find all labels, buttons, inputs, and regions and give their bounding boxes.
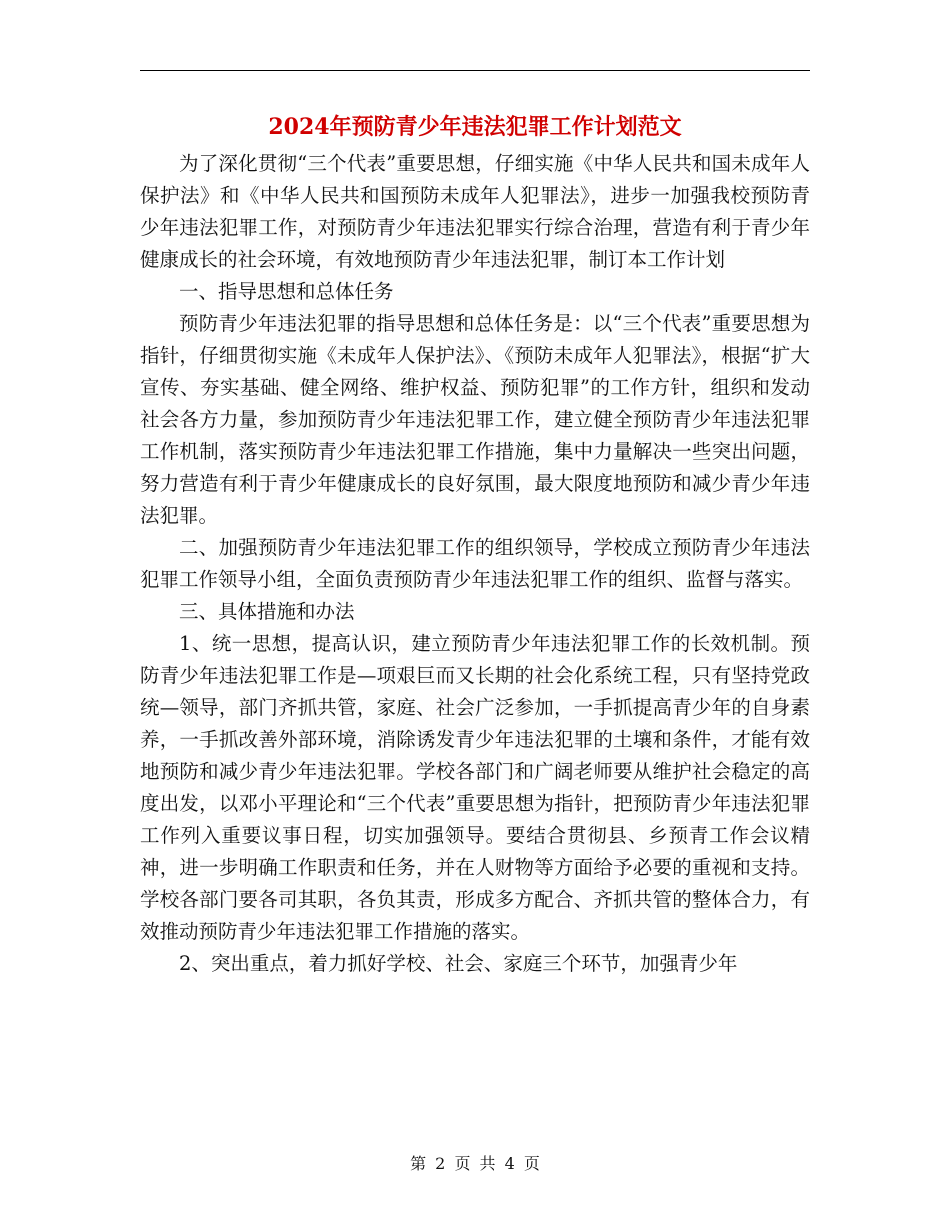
heading-section-3: 三、具体措施和办法 — [179, 600, 355, 623]
document-title: 2024年预防青少年违法犯罪工作计划范文 — [268, 114, 682, 140]
paragraph-measure-2: 2、突出重点，着力抓好学校、社会、家庭三个环节，加强青少年 — [179, 952, 738, 975]
heading-section-1: 一、指导思想和总体任务 — [179, 280, 394, 303]
paragraph-intro: 为了深化贯彻“三个代表”重要思想，仔细实施《中华人民共和国未成年人保护法》和《中华人民共和国预防未成年人犯罪法》，进步一加强我校预防青少年违法犯罪工作，对预防青少年违法犯罪实行综合治理，营造有利于青少年健康成长的社会环境，有效地预防青少年违法犯罪，制订本工作计划 — [140, 152, 810, 271]
document-body — [140, 148, 810, 980]
header-rule — [140, 70, 810, 71]
paragraph-section-2: 二、加强预防青少年违法犯罪工作的组织领导，学校成立预防青少年违法犯罪工作领导小组，全面负责预防青少年违法犯罪工作的组织、监督与落实。 — [140, 536, 810, 591]
paragraph-measure-1: 1、统一思想，提高认识，建立预防青少年违法犯罪工作的长效机制。预防青少年违法犯罪工作是—项艰巨而又长期的社会化系统工程，只有坚持党政统—领导，部门齐抓共管，家庭、社会广泛参加，一手抓提高青少年的自身素养，一手抓改善外部环境，消除诱发青少年违法犯罪的土壤和条件，才能有效地预防和减少青少年违法犯罪。学校各部门和广阔老师要从维护社会稳定的高度出发，以邓小平理论和“三个代表”重要思想为指针，把预防青少年违法犯罪工作列入重要议事日程，切实加强领导。要结合贯彻县、乡预青工作会议精神，进一步明确工作职责和任务，并在人财物等方面给予必要的重视和支持。学校各部门要各司其职，各负其责，形成多方配合、齐抓共管的整体合力，有效推动预防青少年违法犯罪工作措施的落实。 — [140, 632, 810, 943]
page-number-footer: 第 2 页 共 4 页 — [410, 1154, 540, 1173]
paragraph-section-1: 预防青少年违法犯罪的指导思想和总体任务是：以“三个代表”重要思想为指针，仔细贯彻实施《未成年人保护法》、《预防未成年人犯罪法》，根据“扩大宣传、夯实基础、健全网络、维护权益、预防犯罪”的工作方针，组织和发动社会各方力量，参加预防青少年违法犯罪工作，建立健全预防青少年违法犯罪工作机制，落实预防青少年违法犯罪工作措施，集中力量解决一些突出问题，努力营造有利于青少年健康成长的良好氛围，最大限度地预防和减少青少年违法犯罪。 — [140, 312, 810, 527]
